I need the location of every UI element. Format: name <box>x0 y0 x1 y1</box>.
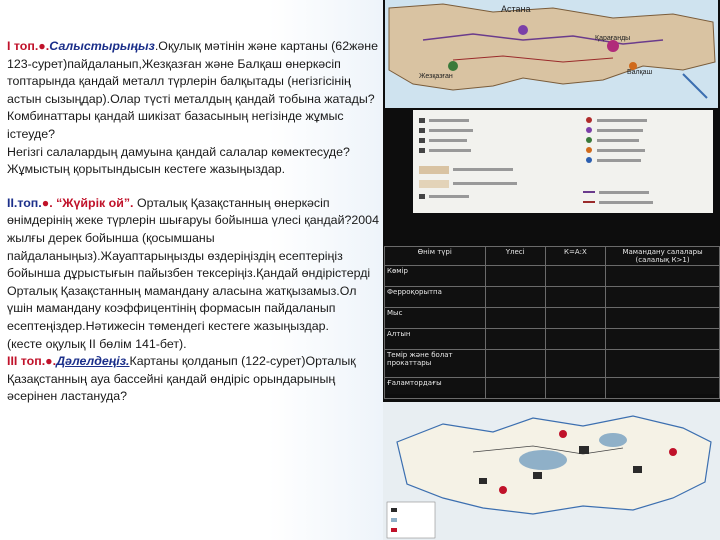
legend-swatch <box>419 128 425 133</box>
map-city-marker <box>518 25 528 35</box>
legend-text-line <box>429 139 467 142</box>
task-2-body: Орталық Қазақстанның өнеркәсіп өнімдерінің жеке түрлерін шығаруы бойынша үлесі қандай?2004 жылғы дерек бойынша (қосымшаны пайдаланыңыз).Жауаптарыңызды өздеріңіздің есептеріңіз бойынша дұрыстығын пайызбен тексеріңіз.Қандай өндірістерді Орталық Қазақстанның мамандану аласына жатқызамыз.Ол үшін мамандану коэффицентінің формасын пайдаланып есептеңіздер.Нәтижесін төмендегі кестеге жазыңыздар. <box>7 195 379 333</box>
table-row <box>385 329 720 350</box>
table-cell: Темір және болат прокаттары <box>385 350 486 378</box>
legend-swatch <box>586 127 592 133</box>
legend-text-line <box>429 195 469 198</box>
specialization-table <box>384 246 720 394</box>
table-cell: Көмір <box>385 266 486 287</box>
map-city-marker <box>499 486 507 494</box>
task-3-bullet: ●. <box>45 354 57 369</box>
map-city-marker <box>559 430 567 438</box>
table-cell: Ғаламтордағы <box>385 378 486 399</box>
task-2-method: “Жүйрік ой”. <box>52 195 134 210</box>
map-pollution-zone <box>599 433 627 447</box>
task-3-body: Картаны қолданып (122-сурет)Орталық Қазақстанның ауа бассейні қандай өндіріс орындарының әсерінен ластануда? <box>7 354 356 404</box>
map-legend-swatch <box>391 518 397 522</box>
task-1-body: .Оқулық мәтінін және картаны (62және 123-сурет)пайдаланып,Жезқазған және Балқаш өнеркәсіп топтарында қандай металл түрлерін балқытады (негізгісінің астын сызыңдар).Олар түсті металдың қандай тобына жатады?Комбинаттары қандай шикізат базасының негізінде жұмыс істеуде? <box>7 39 378 141</box>
table-row <box>385 287 720 308</box>
task-3 <box>7 353 379 406</box>
map-industry-marker <box>479 478 487 484</box>
task-2 <box>7 195 379 336</box>
map-legend-swatch <box>391 508 397 512</box>
legend-text-line <box>599 201 653 204</box>
legend-swatch <box>419 180 449 188</box>
table-header: Үлесі <box>485 247 545 266</box>
map-city-marker <box>448 61 458 71</box>
task-1 <box>7 38 379 144</box>
table-header-label: Мамандану салалары <box>622 248 703 256</box>
legend-swatch <box>586 147 592 153</box>
legend-text-line <box>429 129 473 132</box>
legend-text-line <box>429 149 471 152</box>
legend-text-line <box>597 119 647 122</box>
legend-text-line <box>597 139 639 142</box>
map-industry-marker <box>533 472 542 479</box>
table-header-row <box>385 247 720 266</box>
legend-text-line <box>597 159 641 162</box>
map-label-karaganda: Қарағанды <box>595 35 631 42</box>
map-legend <box>383 108 720 215</box>
map-label-astana: Астана <box>501 4 531 14</box>
table-row <box>385 350 720 378</box>
table-row <box>385 308 720 329</box>
map-label-balkhash: Балқаш <box>627 69 653 76</box>
legend-text-line <box>599 191 649 194</box>
task-1-question: Негізгі салалардың дамуына қандай салалар көмектесуде?Жұмыстың қорытындысын кестеге жазыңыздар. <box>7 144 350 177</box>
map-industry-marker <box>579 446 589 454</box>
table-row <box>385 266 720 287</box>
task-2-lead: ІІ.топ. <box>7 195 42 210</box>
table-header-note: (салалық К>1) <box>635 256 690 264</box>
task-1-method: Салыстырыңыз <box>49 39 155 53</box>
task-3-lead: ІІІ топ. <box>7 354 46 369</box>
table-cell: Ферроқорытпа <box>385 287 486 308</box>
map-pollution-zone <box>519 450 567 470</box>
legend-text-line <box>597 129 643 132</box>
legend-swatch <box>586 137 592 143</box>
map-legend-swatch <box>391 528 397 532</box>
task-1-lead: І топ. <box>7 39 39 53</box>
legend-swatch <box>419 166 449 174</box>
task-3-method: Дәлелдеңіз. <box>56 354 130 369</box>
legend-text-line <box>453 182 517 185</box>
table-row <box>385 378 720 399</box>
legend-swatch <box>419 194 425 199</box>
table-header: К=А:Х <box>545 247 605 266</box>
legend-text-line <box>429 119 469 122</box>
task-1-bullet: ●. <box>38 39 50 53</box>
task-2-ref: (кесте оқулық ІІ бөлім 141-бет). <box>7 336 187 351</box>
map-label-zhezkazgan: Жезқазған <box>419 73 453 80</box>
legend-swatch <box>419 118 425 123</box>
legend-swatch <box>586 117 592 123</box>
map-industry-marker <box>633 466 642 473</box>
legend-swatch <box>419 138 425 143</box>
map-kazakhstan-pollution <box>383 402 720 540</box>
legend-text-line <box>453 168 513 171</box>
map-city-marker <box>669 448 677 456</box>
table-cell: Алтын <box>385 329 486 350</box>
legend-text-line <box>597 149 645 152</box>
task-text <box>7 38 379 406</box>
table-cell: Мыс <box>385 308 486 329</box>
task-2-bullet: ●. <box>41 195 53 210</box>
legend-swatch <box>586 157 592 163</box>
table-header: Өнім түрі <box>385 247 486 266</box>
legend-swatch <box>419 148 425 153</box>
table-header <box>606 247 720 266</box>
